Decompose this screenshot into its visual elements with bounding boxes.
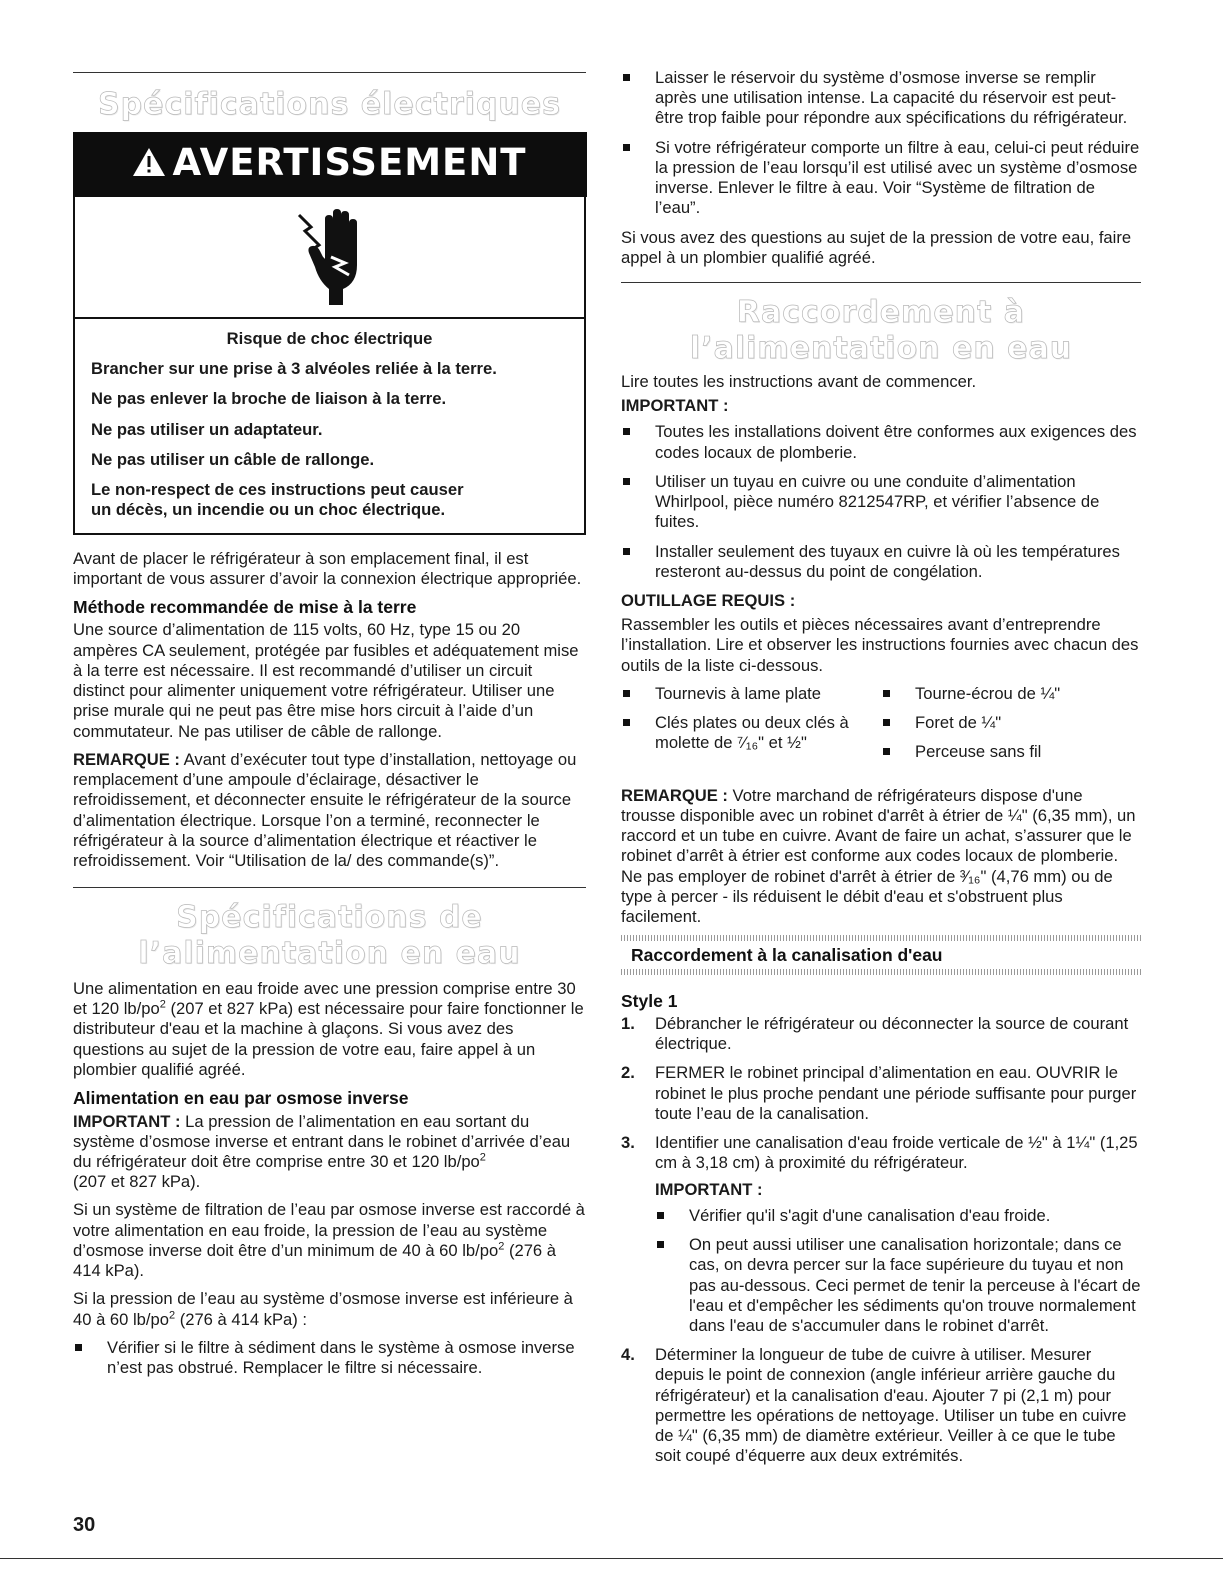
- list-item: Tournevis à lame plate: [621, 684, 881, 704]
- section-divider: [621, 282, 1141, 283]
- list-item: On peut aussi utiliser une canalisation horizontale; dans ce cas, on devra percer sur la face supérieure du tuyau et non pas au-dessous. Ceci permet de tenir la perceuse à l'écart de l'eau et d'empêcher les sédiments qu'on trouve normalement dans l'eau de s'accumuler dans le robinet d'arrêt.: [655, 1235, 1141, 1336]
- ro-heading: Alimentation en eau par osmose inverse: [73, 1088, 409, 1109]
- section-title-water-specs: Spécifications de l’alimentation en eau: [138, 900, 521, 971]
- grounding-text: Une source d’alimentation de 115 volts, 60 Hz, type 15 ou 20 ampères CA seulement, protégée par fusibles et adéquatement mise à la terre est nécessaire. Il est recommandé d’utiliser un circuit distinct pour alimenter uniquement votre réfrigérateur. Utiliser une prise murale qui ne peut pas être mise hors circuit à l’aide d’un commutateur. Ne pas utiliser de câble de rallonge.: [73, 620, 579, 741]
- step-item: 1. Débrancher le réfrigérateur ou déconnecter la source de courant électrique.: [621, 1013, 1129, 1054]
- section-title-electrical: Spécifications électriques: [98, 87, 561, 122]
- list-item: Installer seulement des tuyaux en cuivre là où les températures resteront au-dessus du point de congélation.: [621, 542, 1141, 582]
- left-column: [73, 0, 586, 1387]
- list-item: Tourne-écrou de ¼": [881, 684, 1141, 704]
- list-item: Utiliser un tuyau en cuivre ou une conduite d’alimentation Whirlpool, pièce numéro 8212547RP, et vérifier l’absence de fuites.: [621, 472, 1141, 533]
- step-item: 2. FERMER le robinet principal d’alimentation en eau. OUVRIR le robinet le plus proche pendant une période suffisante pour purger toute l’eau de la canalisation.: [621, 1063, 1137, 1123]
- water-spec-text: Une alimentation en eau froide avec une pression comprise entre 30 et 120 $lb/po^2$ (207 et 827 kPa) est nécessaire pour faire fonctionner le distributeur d'eau et la machine à glaçons. Si vous avez des questions au sujet de la pression de votre eau, faire appel à un plombier qualifié agréé.: [73, 979, 584, 1079]
- step-important-label: IMPORTANT :: [655, 1179, 763, 1199]
- electrical-remark: REMARQUE : Avant d’exécuter tout type d’installation, nettoyage ou remplacement d’une ampoule d’éclairage, désactiver le refroidissement, et déconnecter ensuite le réfrigérateur de la source d’alimentation électrique. Lorsque l’on a terminé, reconnecter le réfrigérateur à la source d’alimentation électrique et réactiver le refroidissement. Voir “Utilisation de la/ des commande(s)”.: [73, 749, 577, 870]
- warning-line: Ne pas enlever la broche de liaison à la terre.: [91, 389, 447, 409]
- electrical-intro: Avant de placer le réfrigérateur à son emplacement final, il est important de vous assurer d’avoir la connexion électrique appropriée.: [73, 548, 582, 588]
- tools-label: OUTILLAGE REQUIS :: [621, 591, 796, 610]
- steps-list: [621, 1014, 1141, 1467]
- warning-triangle-icon: [132, 142, 166, 187]
- list-item: Laisser le réservoir du système d’osmose inverse se remplir après une utilisation intense. La capacité du réservoir est peut-être trop faible pour répondre aux spécifications du réfrigérateur.: [621, 68, 1141, 129]
- section-divider: [73, 887, 586, 888]
- warning-line: Ne pas utiliser un câble de rallonge.: [91, 449, 375, 469]
- warning-body: [75, 319, 584, 533]
- step-important-list: [655, 1206, 1141, 1336]
- step-item: 3. Identifier une canalisation d'eau froide verticale de ½" à 1¼" (1,25 cm à 3,18 cm) à proximité du réfrigérateur. IMPORTANT : Vérifier qu'il s'agit d'une canalisation d'eau froide. On peut aussi utiliser une canalisation horizontale; dans ce cas, on devra percer sur la face supérieure du tuyau et non pas au-dessous. Ceci permet de tenir la perceuse à l'écart de l'eau et d'empêcher les sédiments qu'on trouve normalement dans l'eau de s'accumuler dans le robinet d'arrêt.: [621, 1133, 1141, 1336]
- ro-paragraph: Si la pression de l’eau au système d’osmose inverse est inférieure à 40 à 60 $lb/po^2$ (276 à 414 kPa) :: [73, 1289, 573, 1329]
- list-item: Si votre réfrigérateur comporte un filtre à eau, celui-ci peut réduire la pression de l’eau lorsqu’il est utilisé avec un système d’osmose inverse. Enlever le filtre à eau. Voir “Système de filtration de l’eau”.: [621, 138, 1141, 219]
- tools-list: [621, 684, 1141, 780]
- grounding-heading: Méthode recommandée de mise à la terre: [73, 597, 417, 618]
- electric-shock-hand-icon: [75, 197, 584, 319]
- tools-intro: Rassembler les outils et pièces nécessaires avant d’entreprendre l’installation. Lire et observer les instructions fournies avec chacun des outils de la liste ci-dessous.: [621, 615, 1139, 675]
- kit-remark: REMARQUE : Votre marchand de réfrigérateurs dispose d'une trousse disponible avec un robinet d'arrêt à étrier de ¼" (6,35 mm), un raccord et un tube en cuivre. Avant de faire un achat, s’assurer que le robinet d’arrêt à étrier est conforme aux codes locaux de plomberie. Ne pas employer de robinet d'arrêt à étrier de ³⁄₁₆" (4,76 mm) ou de type à percer - ils réduisent le débit d'eau et s'obstruent plus facilement.: [621, 785, 1136, 927]
- ro-tips-list: [621, 68, 1141, 219]
- footer-rule: [0, 1558, 1223, 1559]
- hatched-divider: [621, 935, 1141, 941]
- tools-column: [881, 684, 1141, 772]
- list-item: Toutes les installations doivent être conformes aux exigences des codes locaux de plomberie.: [621, 422, 1141, 462]
- warning-consequence: Le non-respect de ces instructions peut causer un décès, un incendie ou un choc électrique.: [91, 480, 464, 520]
- section-title-water-connection: Raccordement à l’alimentation en eau: [689, 295, 1073, 366]
- warning-line: Brancher sur une prise à 3 alvéoles reliée à la terre.: [91, 359, 497, 379]
- read-instructions: Lire toutes les instructions avant de commencer.: [621, 371, 977, 391]
- page-number: 30: [73, 1514, 96, 1536]
- plumber-text: Si vous avez des questions au sujet de la pression de votre eau, faire appel à un plombier qualifié agréé.: [621, 227, 1132, 267]
- list-item: Perceuse sans fil: [881, 742, 1141, 762]
- ro-important: IMPORTANT : La pression de l’alimentation en eau sortant du système d’osmose inverse et entrant dans le robinet d’arrivée d’eau du réfrigérateur doit être comprise entre 30 et 120 $lb/po^2$ (207 et 827 kPa).: [73, 1111, 571, 1192]
- tools-column: [621, 684, 881, 772]
- style-heading: Style 1: [621, 990, 678, 1011]
- line-connection-heading: Raccordement à la canalisation d'eau: [631, 945, 943, 966]
- warning-box: [73, 132, 586, 534]
- important-list: [621, 422, 1141, 582]
- step-item: 4. Déterminer la longueur de tube de cuivre à utiliser. Mesurer depuis le point de connexion (angle inférieur arrière gauche du réfrigérateur) et la canalisation d'eau. Ajouter 7 pi (2,1 m) pour permettre les opérations de nettoyage. Utiliser un tube en cuivre de ¼" (6,35 mm) de diamètre extérieur. Veiller à ce que le tube soit coupé d’équerre aux deux extrémités.: [621, 1345, 1127, 1466]
- list-item: Clés plates ou deux clés à molette de ⁷⁄₁₆" et ½": [621, 713, 881, 753]
- warning-line: Ne pas utiliser un adaptateur.: [91, 419, 323, 439]
- list-item: Foret de ¼": [881, 713, 1141, 733]
- ro-paragraph: Si un système de filtration de l’eau par osmose inverse est raccordé à votre alimentation en eau froide, la pression de l’eau au système d’osmose inverse doit être d’un minimum de 40 à 60 $lb/po^2$ (276 à 414 kPa).: [73, 1200, 585, 1281]
- warning-header-text: AVERTISSEMENT: [172, 140, 527, 184]
- important-label: IMPORTANT :: [621, 396, 729, 416]
- list-item: Vérifier qu'il s'agit d'une canalisation d'eau froide.: [655, 1206, 1141, 1226]
- hatched-divider: [621, 969, 1141, 975]
- list-item: Vérifier si le filtre à sédiment dans le système à osmose inverse n’est pas obstrué. Remplacer le filtre si nécessaire.: [73, 1338, 586, 1378]
- ro-bullet-list: [73, 1338, 586, 1378]
- section-divider: [73, 72, 586, 73]
- warning-title: Risque de choc électrique: [226, 328, 433, 348]
- warning-header: [73, 132, 587, 197]
- right-column: [621, 0, 1141, 1476]
